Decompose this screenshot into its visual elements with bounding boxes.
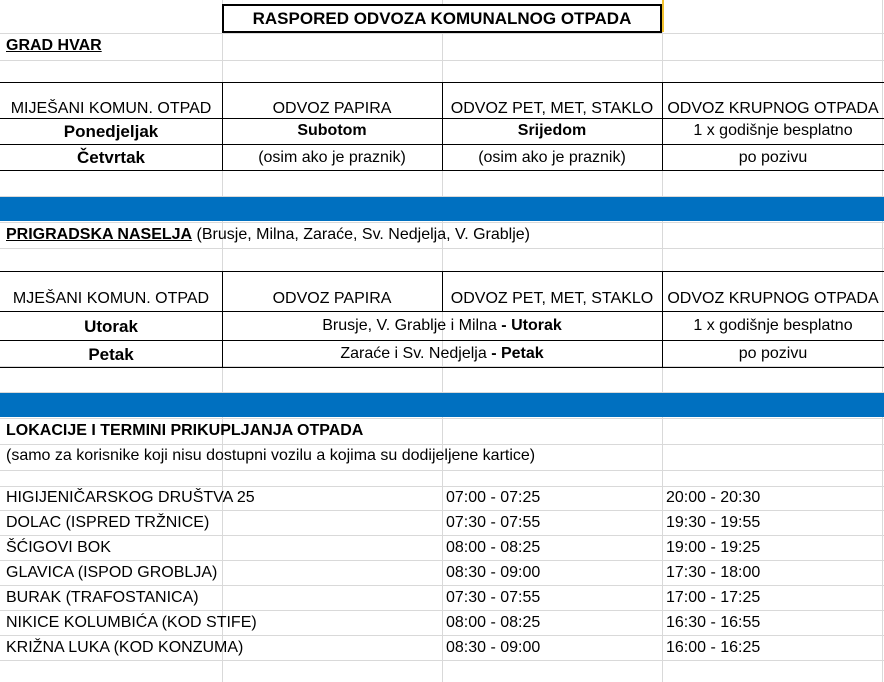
location-name: ŠĆIGOVI BOK — [6, 539, 111, 556]
prig-schedule-1 — [222, 312, 662, 340]
grad-pet-note: (osim ako je praznik) — [478, 148, 626, 166]
grad-bulky-note: po pozivu — [738, 148, 808, 166]
grad-paper-day: Subotom — [297, 122, 367, 139]
prig-header-paper: ODVOZ PAPIRA — [272, 290, 392, 307]
location-evening-time: 16:30 - 16:55 — [666, 614, 761, 631]
location-name: HIGIJENIČARSKOG DRUŠTVA 25 — [6, 489, 255, 506]
location-evening-time: 16:00 - 16:25 — [666, 639, 761, 656]
prigradska-heading: PRIGRADSKA NASELJA — [6, 226, 193, 243]
grad-paper-note: (osim ako je praznik) — [258, 148, 406, 166]
prig-schedule-2-places: Zaraće i Sv. Nedjelja — [340, 345, 487, 362]
location-morning-time: 07:00 - 07:25 — [446, 489, 541, 506]
prigradska-heading-note: (Brusje, Milna, Zaraće, Sv. Nedjelja, V. Grablje) — [192, 226, 530, 243]
prigradska-heading-row — [6, 223, 530, 247]
location-morning-time: 07:30 - 07:55 — [446, 514, 541, 531]
location-name: GLAVICA (ISPOD GROBLJA) — [6, 564, 218, 581]
lokacije-note: (samo za korisnike koji nisu dostupni vozilu a kojima su dodijeljene kartice) — [6, 447, 536, 464]
grad-mixed-day-1: Ponedjeljak — [63, 121, 159, 141]
page-title: RASPORED ODVOZA KOMUNALNOG OTPADA — [252, 9, 632, 28]
location-morning-time: 08:00 - 08:25 — [446, 614, 541, 631]
prig-schedule-2 — [222, 341, 662, 367]
location-name: KRIŽNA LUKA (KOD KONZUMA) — [6, 639, 244, 656]
grad-header-bulky: ODVOZ KRUPNOG OTPADA — [667, 100, 879, 117]
location-morning-time: 08:30 - 09:00 — [446, 639, 541, 656]
prig-bulky-note: po pozivu — [738, 345, 808, 362]
grad-pet-day: Srijedom — [517, 122, 587, 139]
location-name: DOLAC (ISPRED TRŽNICE) — [6, 514, 210, 531]
location-morning-time: 07:30 - 07:55 — [446, 589, 541, 606]
prig-schedule-1-places: Brusje, V. Grablje i Milna — [322, 317, 497, 334]
grad-hvar-heading: GRAD HVAR — [6, 37, 102, 54]
prig-schedule-2-day: Petak — [500, 345, 544, 362]
title-accent-line — [662, 0, 664, 32]
grad-mixed-day-2: Četvrtak — [76, 148, 146, 167]
prig-header-pet: ODVOZ PET, MET, STAKLO — [450, 290, 654, 307]
prig-mixed-day-1: Utorak — [84, 316, 138, 336]
prig-bulky-frequency: 1 x godišnje besplatno — [693, 317, 853, 334]
location-evening-time: 17:00 - 17:25 — [666, 589, 761, 606]
prig-mixed-day-2: Petak — [88, 344, 134, 364]
section-divider-1 — [0, 197, 884, 221]
grad-header-paper: ODVOZ PAPIRA — [272, 100, 392, 117]
location-name: NIKICE KOLUMBIĆA (KOD STIFE) — [6, 614, 257, 631]
location-evening-time: 17:30 - 18:00 — [666, 564, 761, 581]
lokacije-heading: LOKACIJE I TERMINI PRIKUPLJANJA OTPADA — [6, 422, 364, 439]
location-evening-time: 19:00 - 19:25 — [666, 539, 761, 556]
grad-bulky-frequency: 1 x godišnje besplatno — [693, 122, 853, 139]
location-morning-time: 08:00 - 08:25 — [446, 539, 541, 556]
grad-header-mixed: MIJEŠANI KOMUN. OTPAD — [10, 100, 212, 117]
prig-schedule-1-day: Utorak — [511, 317, 562, 334]
prig-schedule-2-sep: - — [486, 345, 501, 362]
prig-header-bulky: ODVOZ KRUPNOG OTPADA — [667, 290, 879, 307]
location-evening-time: 19:30 - 19:55 — [666, 514, 761, 531]
location-name: BURAK (TRAFOSTANICA) — [6, 589, 199, 606]
prig-header-mixed: MJEŠANI KOMUN. OTPAD — [12, 290, 210, 307]
location-morning-time: 08:30 - 09:00 — [446, 564, 541, 581]
location-evening-time: 20:00 - 20:30 — [666, 489, 761, 506]
section-divider-2 — [0, 393, 884, 417]
grad-header-pet: ODVOZ PET, MET, STAKLO — [450, 100, 654, 117]
prig-schedule-1-sep: - — [496, 317, 512, 334]
